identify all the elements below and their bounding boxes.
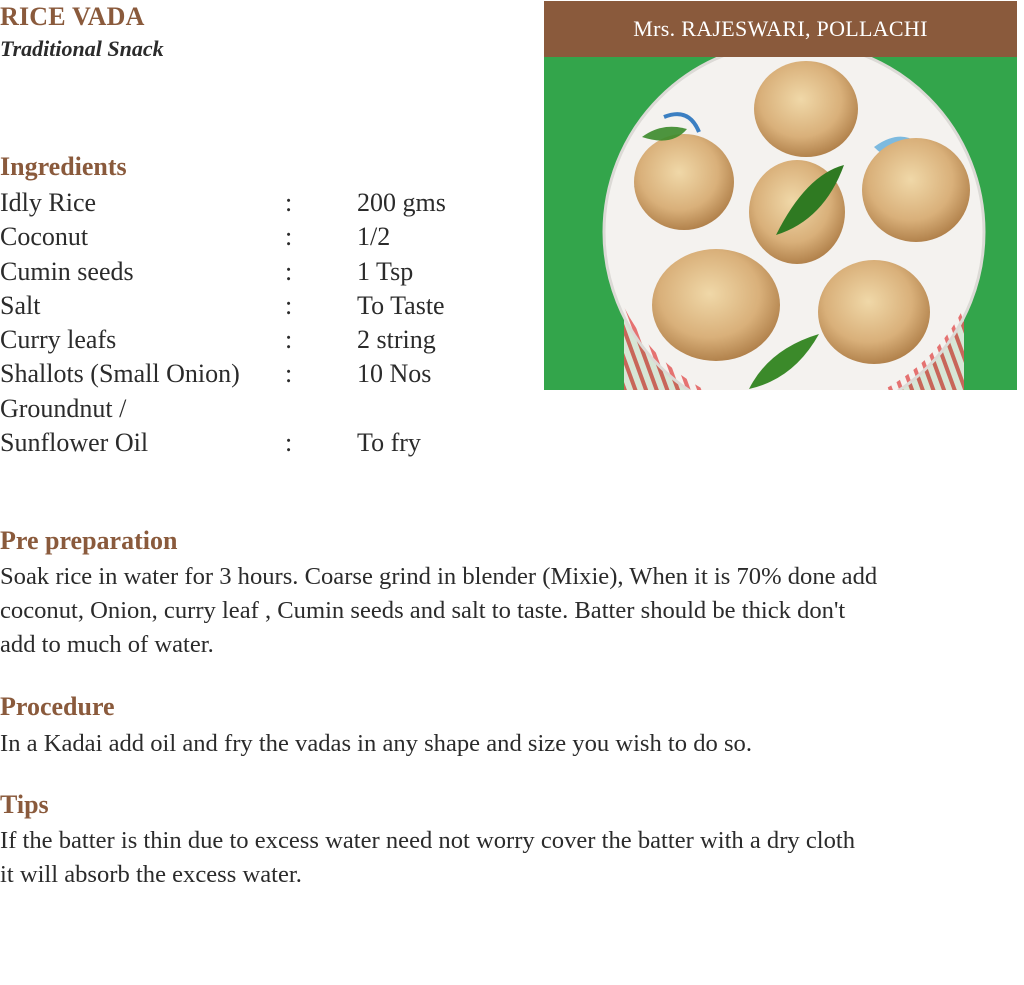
ingredient-name: Sunflower Oil: [0, 428, 149, 458]
ingredient-name: Groundnut /: [0, 393, 127, 423]
ingredient-name: Coconut: [0, 222, 89, 252]
ingredient-name: Shallots (Small Onion): [0, 359, 240, 389]
ingredient-quantity: To Taste: [357, 290, 445, 320]
vada: [634, 134, 734, 230]
tips-text: [0, 824, 1024, 892]
text-line: add to much of water.: [0, 631, 214, 658]
ingredient-quantity: 1 Tsp: [357, 256, 414, 286]
procedure-text: [0, 727, 1024, 761]
ingredient-separator: :: [285, 188, 293, 217]
ingredient-quantity: 2 string: [357, 325, 436, 355]
ingredient-separator: :: [285, 359, 293, 389]
ingredient-quantity: To fry: [357, 428, 421, 458]
photo-credit-banner: [544, 1, 1017, 57]
ingredient-name: Idly Rice: [0, 188, 97, 217]
ingredients-heading: Ingredients: [0, 152, 127, 181]
ingredient-quantity: 200 gms: [357, 188, 446, 217]
ingredient-separator: :: [285, 428, 293, 458]
rice-vada-photo: [544, 57, 1017, 390]
ingredient-name: Curry leafs: [0, 325, 117, 355]
recipe-title: RICE VADA: [0, 2, 145, 31]
text-line: coconut, Onion, curry leaf , Cumin seeds and salt to taste. Batter should be thick don't: [0, 597, 846, 624]
ingredient-separator: :: [285, 222, 293, 252]
photo-credit: Mrs. RAJESWARI, POLLACHI: [633, 16, 928, 41]
ingredient-name: Salt: [0, 290, 41, 320]
text-line: it will absorb the excess water.: [0, 861, 302, 888]
recipe-subtitle: Traditional Snack: [0, 36, 164, 61]
vada: [652, 249, 780, 361]
text-line: If the batter is thin due to excess water need not worry cover the batter with a dry cloth: [0, 827, 856, 854]
vada: [754, 61, 858, 157]
vada: [862, 138, 970, 242]
ingredient-separator: :: [285, 290, 293, 320]
procedure-heading: Procedure: [0, 692, 115, 721]
vada: [818, 260, 930, 364]
ingredient-quantity: 1/2: [357, 222, 391, 252]
text-line: In a Kadai add oil and fry the vadas in any shape and size you wish to do so.: [0, 730, 752, 757]
pre-preparation-heading: Pre preparation: [0, 526, 178, 555]
tips-heading: Tips: [0, 790, 49, 819]
ingredient-name: Cumin seeds: [0, 256, 134, 286]
ingredient-quantity: 10 Nos: [357, 359, 432, 389]
ingredient-separator: :: [285, 325, 293, 355]
text-line: Soak rice in water for 3 hours. Coarse grind in blender (Mixie), When it is 70% done add: [0, 563, 878, 590]
ingredient-separator: :: [285, 256, 293, 286]
pre-preparation-text: [0, 560, 1024, 662]
recipe-photo-card: [544, 1, 1017, 390]
